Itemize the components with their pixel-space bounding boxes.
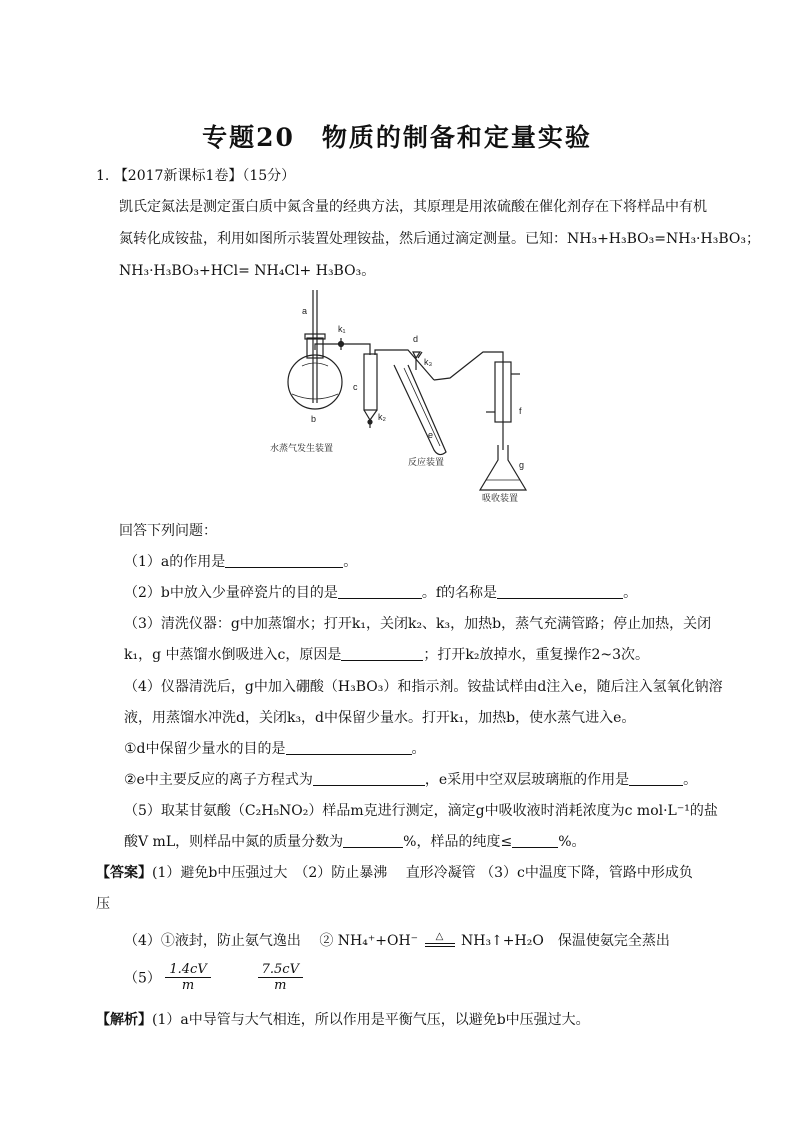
label-f: f: [519, 406, 522, 416]
connecting-tube: [434, 352, 503, 380]
answer-line-3: （4）①液封，防止氨气逸出 ② NH₄⁺+OH⁻ △ NH₃↑+H₂O 保温使氨完全蒸出: [124, 931, 670, 953]
caption-absorb: 吸收装置: [482, 493, 519, 503]
answer-blank[interactable]: [338, 584, 422, 599]
fraction-2: $\frac{7.5cV}{m}$: [258, 962, 303, 993]
fraction-1: $\frac{1.4cV}{m}$: [165, 962, 210, 993]
answer-blank[interactable]: [286, 740, 412, 755]
part-4-line-2: 液，用蒸馏水冲洗d，关闭k₃，d中保留少量水。打开k₁，加热b，使水蒸气进入e。: [124, 710, 636, 726]
page-title: 专题20 物质的制备和定量实验: [202, 123, 592, 152]
answer-blank[interactable]: [341, 646, 423, 661]
analysis-line-1: 【解析】(1）a中导管与大气相连，所以作用是平衡气压，以避免b中压强过大。: [96, 1012, 590, 1028]
label-k1: k₁: [338, 324, 346, 334]
label-a: a: [302, 306, 308, 316]
part-5-line-1: （5）取某甘氨酸（C₂H₅NO₂）样品m克进行测定，滴定g中吸收液时消耗浓度为c mol·L⁻¹的盐: [124, 803, 718, 819]
part-4-line-1: （4）仪器清洗后，g中加入硼酸（H₃BO₃）和指示剂。铵盐试样由d注入e，随后注入氢氧化钠溶: [124, 679, 723, 695]
answer-blank[interactable]: [313, 771, 425, 786]
answer-blank[interactable]: [497, 584, 623, 599]
answer-line-2: 压: [96, 896, 110, 912]
answer-line-1: 【答案】(1）避免b中压强过大 （2）防止暴沸 直形冷凝管 （3）c中温度下降，管路中形成负: [96, 865, 693, 881]
analysis-label: 【解析】: [96, 1012, 152, 1028]
answer-blank[interactable]: [343, 833, 403, 848]
label-b: b: [311, 414, 317, 424]
question-source: 【2017新课标1卷】（15分）: [113, 168, 296, 184]
answer-blank[interactable]: [512, 833, 558, 848]
part-4-ii: ②e中主要反应的离子方程式为 ，e采用中空双层玻璃瓶的作用是 。: [124, 772, 698, 788]
steam-flask: [288, 290, 370, 409]
label-k3: k₃: [424, 357, 433, 367]
caption-reaction: 反应装置: [408, 457, 445, 467]
answer-blank[interactable]: [225, 553, 343, 568]
part-1: （1）a的作用是 。: [124, 554, 358, 570]
label-g: g: [519, 460, 525, 470]
intro-line-2: 氮转化成铵盐，利用如图所示装置处理铵盐，然后通过滴定测量。已知：NH₃+H₃BO₃=NH₃·H₃BO₃；: [119, 231, 760, 247]
label-c: c: [353, 382, 358, 392]
intro-line-3: NH₃·H₃BO₃+HCl= NH₄Cl+ H₃BO₃。: [119, 263, 376, 279]
heating-arrow: △: [423, 931, 457, 953]
answer-prompt: 回答下列问题：: [119, 523, 217, 539]
answer-line-4: （5） $\frac{1.4cV}{m}$ $\frac{7.5cV}{m}$: [124, 962, 303, 998]
label-e: e: [428, 430, 434, 440]
reaction-vessel-e: [394, 352, 446, 455]
stopcock-k1: [339, 338, 344, 350]
answer-blank[interactable]: [629, 771, 683, 786]
intro-line-1: 凯氏定氮法是测定蛋白质中氮含量的经典方法，其原理是用浓硫酸在催化剂存在下将样品中有机: [119, 199, 707, 215]
condenser-f: [486, 360, 520, 450]
part-2: （2）b中放入少量碎瓷片的目的是 。f的名称是 。: [124, 585, 638, 601]
label-d: d: [413, 334, 419, 344]
question-number: 1.: [96, 168, 110, 184]
part-3-line-1: （3）清洗仪器：g中加蒸馏水；打开k₁，关闭k₂、k₃，加热b，蒸气充满管路；停止加热，关闭: [124, 616, 712, 632]
question-header: [96, 166, 295, 186]
label-k2: k₂: [378, 412, 386, 422]
part-3-line-2: k₁，g 中蒸馏水倒吸进入c，原因是 ；打开k₂放掉水，重复操作2~3次。: [124, 647, 649, 663]
part-4-i: ①d中保留少量水的目的是 。: [124, 741, 426, 757]
caption-steam: 水蒸气发生装置: [270, 443, 334, 453]
apparatus-diagram: [258, 280, 536, 508]
answer-label: 【答案】: [96, 865, 152, 881]
part-5-line-2: 酸V mL，则样品中氮的质量分数为 %，样品的纯度≤ %。: [124, 834, 586, 850]
